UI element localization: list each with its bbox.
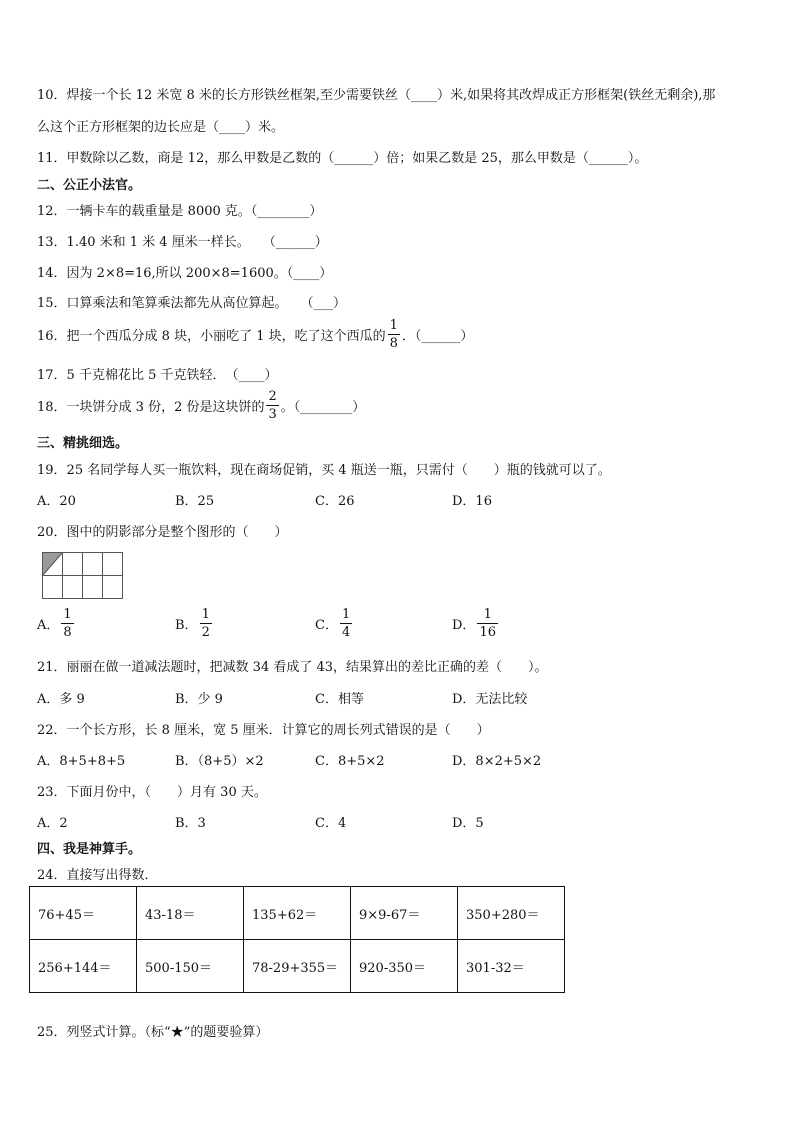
q22-option-c[interactable]: C．8+5×2 bbox=[315, 754, 385, 769]
q25-text: 25．列竖式计算。（标“★”的题要验算） bbox=[37, 1025, 269, 1040]
q19-option-d[interactable]: D．16 bbox=[452, 494, 492, 509]
q19-option-a[interactable]: A．20 bbox=[37, 494, 76, 509]
q20-option-c-label: C． bbox=[315, 618, 338, 633]
q18-text: 18．一块饼分成 3 份，2 份是这块饼的 bbox=[37, 400, 265, 415]
section-3-heading: 三、精挑细选。 bbox=[37, 436, 129, 451]
calc-cell[interactable]: 76+45＝ bbox=[30, 887, 137, 940]
q22-option-b[interactable]: B．（8+5）×2 bbox=[175, 754, 264, 769]
q10-line2: 么这个正方形框架的边长应是（____）米。 bbox=[37, 120, 285, 135]
q20-grid-figure bbox=[42, 552, 124, 599]
calc-cell[interactable]: 350+280＝ bbox=[458, 887, 565, 940]
q22-text: 22．一个长方形，长 8 厘米，宽 5 厘米．计算它的周长列式错误的是（ ） bbox=[37, 723, 490, 738]
q20-option-d-label: D． bbox=[452, 618, 476, 633]
q20-option-b-den: 2 bbox=[201, 625, 210, 640]
q20-text: 20．图中的阴影部分是整个图形的（ ） bbox=[37, 525, 288, 540]
q20-option-a-den: 8 bbox=[63, 625, 72, 640]
q10-line1: 10．焊接一个长 12 米宽 8 米的长方形铁丝框架,至少需要铁丝（____）米,如果将其改焊成正方形框架(铁丝无剩余),那 bbox=[37, 88, 716, 103]
calc-cell[interactable]: 301-32＝ bbox=[458, 940, 565, 993]
q18-line bbox=[37, 390, 365, 421]
calc-cell[interactable]: 920-350＝ bbox=[351, 940, 458, 993]
q18-tail: 。（________） bbox=[280, 400, 366, 415]
q22-option-d[interactable]: D．8×2+5×2 bbox=[452, 754, 542, 769]
q20-option-a-num: 1 bbox=[63, 607, 72, 622]
q18-denominator: 3 bbox=[268, 407, 277, 422]
q20-option-d-fraction bbox=[477, 608, 498, 639]
q16-text: 16．把一个西瓜分成 8 块，小丽吃了 1 块，吃了这个西瓜的 bbox=[37, 329, 386, 344]
q23-option-d[interactable]: D．5 bbox=[452, 816, 484, 831]
section-2-heading: 二、公正小法官。 bbox=[37, 178, 142, 193]
q20-option-c[interactable] bbox=[315, 608, 354, 639]
q23-option-b[interactable]: B．3 bbox=[175, 816, 206, 831]
q18-fraction bbox=[266, 390, 278, 421]
q20-option-b-fraction bbox=[200, 608, 212, 639]
q14-text: 14．因为 2×8=16,所以 200×8=1600。（____） bbox=[37, 266, 333, 281]
q20-option-d[interactable] bbox=[452, 608, 500, 639]
q19-option-b[interactable]: B．25 bbox=[175, 494, 215, 509]
table-row bbox=[30, 887, 565, 940]
q20-option-d-den: 16 bbox=[479, 625, 496, 640]
calc-cell[interactable]: 78-29+355＝ bbox=[244, 940, 351, 993]
q12-text: 12．一辆卡车的载重量是 8000 克。（________） bbox=[37, 204, 323, 219]
q20-option-c-fraction bbox=[340, 608, 352, 639]
q20-option-a-fraction bbox=[61, 608, 73, 639]
q20-option-a-label: A． bbox=[37, 618, 60, 633]
q20-option-b[interactable] bbox=[175, 608, 214, 639]
q21-option-b[interactable]: B．少 9 bbox=[175, 692, 223, 707]
section-4-heading: 四、我是神算手。 bbox=[37, 842, 142, 857]
q21-option-c[interactable]: C．相等 bbox=[315, 692, 364, 707]
q24-calc-table bbox=[29, 886, 565, 993]
q23-text: 23．下面月份中，（ ）月有 30 天。 bbox=[37, 785, 267, 800]
calc-cell[interactable]: 135+62＝ bbox=[244, 887, 351, 940]
q19-option-c[interactable]: C．26 bbox=[315, 494, 355, 509]
q16-denominator: 8 bbox=[389, 336, 398, 351]
q23-option-a[interactable]: A．2 bbox=[37, 816, 68, 831]
calc-cell[interactable]: 500-150＝ bbox=[137, 940, 244, 993]
q16-fraction bbox=[388, 319, 400, 350]
q20-option-c-den: 4 bbox=[341, 625, 351, 640]
q13-text: 13．1.40 米和 1 米 4 厘米一样长。 （______） bbox=[37, 235, 328, 250]
calc-cell[interactable]: 43-18＝ bbox=[137, 887, 244, 940]
q20-option-c-num: 1 bbox=[341, 607, 351, 622]
q20-option-a[interactable] bbox=[37, 608, 76, 639]
q24-text: 24．直接写出得数． bbox=[37, 868, 158, 883]
calc-cell[interactable]: 9×9-67＝ bbox=[351, 887, 458, 940]
q20-option-d-num: 1 bbox=[483, 607, 492, 622]
q16-numerator: 1 bbox=[389, 318, 398, 333]
q19-text: 19．25 名同学每人买一瓶饮料，现在商场促销，买 4 瓶送一瓶，只需付（ ）瓶的钱就可以了。 bbox=[37, 463, 611, 478]
q20-option-b-label: B． bbox=[175, 618, 198, 633]
q16-line bbox=[37, 319, 473, 350]
q21-option-a[interactable]: A．多 9 bbox=[37, 692, 85, 707]
q18-numerator: 2 bbox=[268, 389, 277, 404]
q17-text: 17．5 千克棉花比 5 千克铁轻． （____） bbox=[37, 368, 278, 383]
q21-text: 21．丽丽在做一道减法题时，把减数 34 看成了 43，结果算出的差比正确的差（ ）。 bbox=[37, 660, 548, 675]
q23-option-c[interactable]: C．4 bbox=[315, 816, 347, 831]
table-row bbox=[30, 940, 565, 993]
q20-option-b-num: 1 bbox=[201, 607, 210, 622]
calc-cell[interactable]: 256+144＝ bbox=[30, 940, 137, 993]
q11-text: 11．甲数除以乙数，商是 12，那么甲数是乙数的（______）倍；如果乙数是 25，那么甲数是（______）。 bbox=[37, 151, 648, 166]
q22-option-a[interactable]: A．8+5+8+5 bbox=[37, 754, 126, 769]
q15-text: 15．口算乘法和笔算乘法都先从高位算起。 （___） bbox=[37, 296, 347, 311]
q16-tail: ．（______） bbox=[401, 329, 474, 344]
q21-option-d[interactable]: D．无法比较 bbox=[452, 692, 528, 707]
